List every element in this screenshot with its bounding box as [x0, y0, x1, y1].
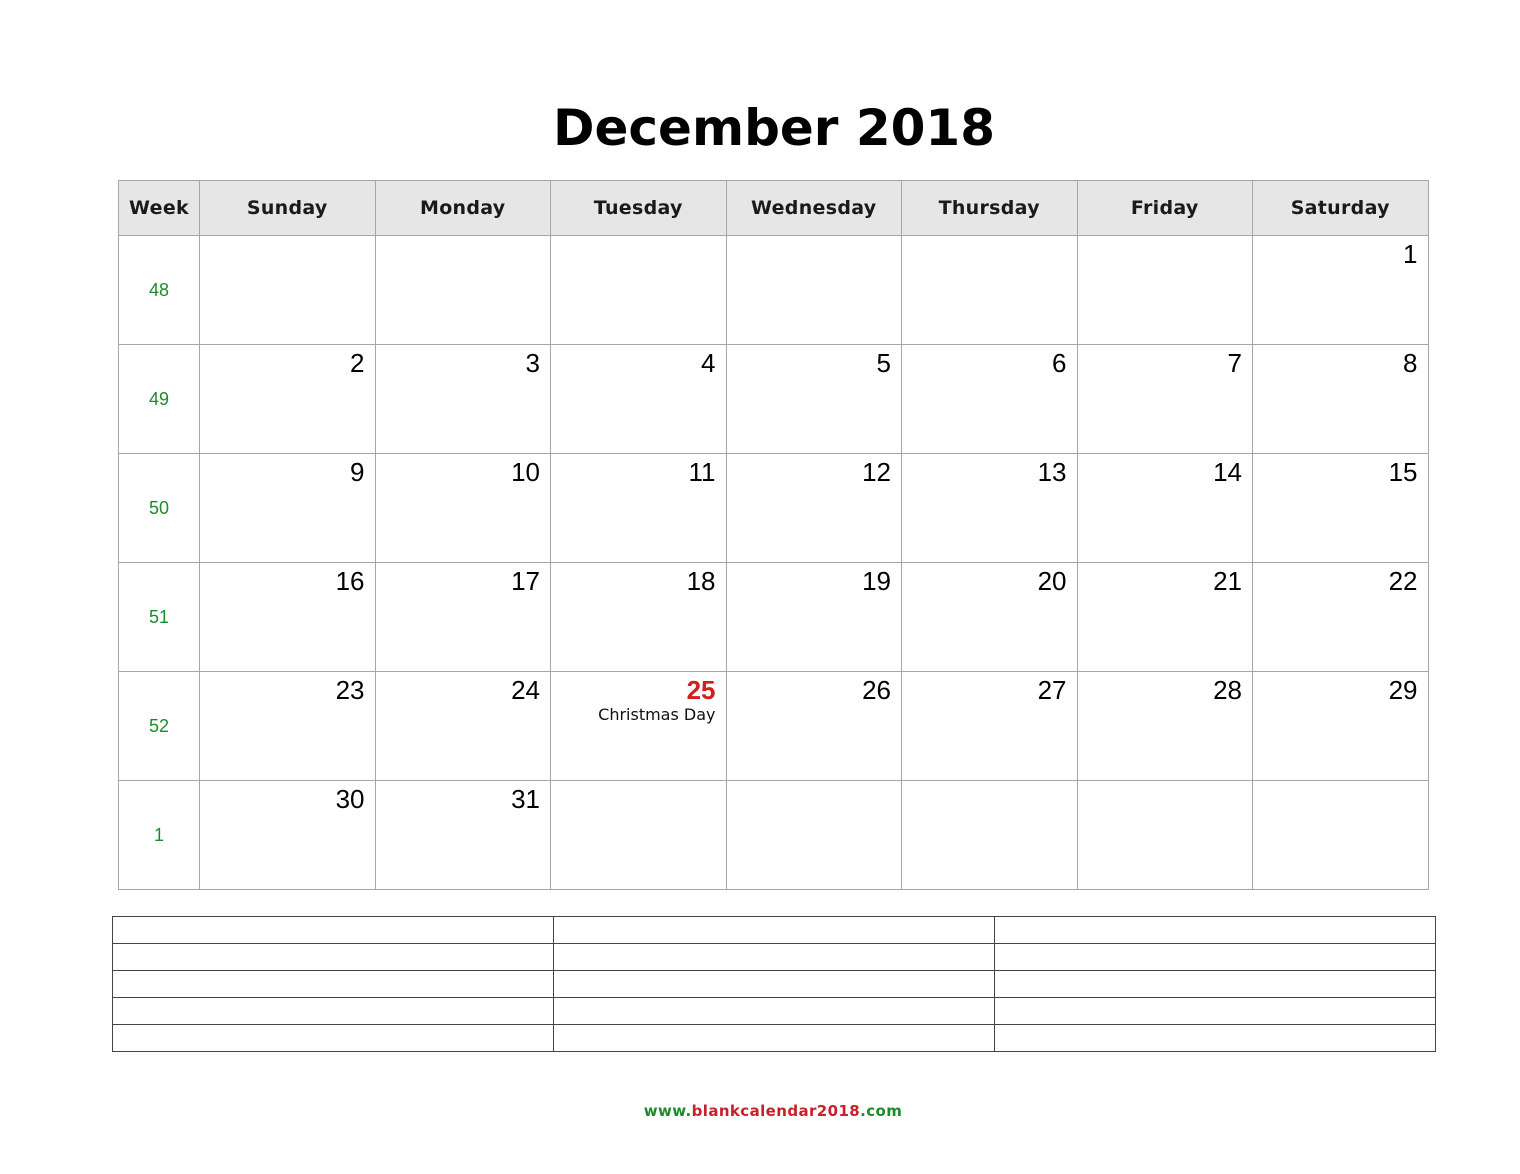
day-cell — [200, 345, 376, 454]
day-cell — [1077, 563, 1253, 672]
day-number: 8 — [1403, 348, 1418, 378]
day-number: 10 — [511, 457, 540, 487]
notes-cell[interactable] — [113, 971, 554, 998]
day-cell — [726, 454, 902, 563]
day-cell — [1253, 454, 1429, 563]
weekday-header-saturday: Saturday — [1253, 181, 1429, 236]
notes-row — [113, 998, 1436, 1025]
notes-cell[interactable] — [995, 944, 1436, 971]
day-number: 1 — [1403, 239, 1418, 269]
weekday-header-monday: Monday — [375, 181, 551, 236]
day-cell — [375, 672, 551, 781]
week-number: 52 — [119, 672, 200, 781]
day-number: 13 — [1037, 457, 1067, 487]
day-number: 5 — [876, 348, 891, 378]
weekday-header-friday: Friday — [1077, 181, 1253, 236]
calendar-grid — [118, 180, 1429, 890]
day-cell — [375, 454, 551, 563]
day-number: 23 — [335, 675, 365, 705]
notes-row — [113, 917, 1436, 944]
day-cell — [1077, 236, 1253, 345]
day-cell — [726, 345, 902, 454]
week-number: 51 — [119, 563, 200, 672]
notes-cell[interactable] — [995, 998, 1436, 1025]
day-number: 11 — [688, 457, 716, 487]
week-number: 1 — [119, 781, 200, 890]
day-number: 25 — [686, 675, 716, 705]
day-cell — [200, 236, 376, 345]
holiday-label: Christmas Day — [598, 705, 716, 724]
week-number: 49 — [119, 345, 200, 454]
notes-cell[interactable] — [554, 1025, 995, 1052]
day-number: 28 — [1213, 675, 1242, 705]
notes-cell[interactable] — [113, 1025, 554, 1052]
day-cell — [375, 563, 551, 672]
day-cell — [551, 781, 727, 890]
notes-cell[interactable] — [995, 971, 1436, 998]
week-row — [119, 563, 1429, 672]
day-number: 4 — [701, 348, 716, 378]
notes-grid — [112, 916, 1436, 1052]
day-cell — [726, 563, 902, 672]
weekday-header-thursday: Thursday — [902, 181, 1078, 236]
notes-cell[interactable] — [995, 917, 1436, 944]
week-number: 48 — [119, 236, 200, 345]
week-column-header: Week — [119, 181, 200, 236]
footer-url-prefix: www. — [643, 1102, 692, 1120]
notes-cell[interactable] — [554, 971, 995, 998]
day-cell — [200, 672, 376, 781]
notes-cell[interactable] — [113, 917, 554, 944]
day-cell — [200, 563, 376, 672]
notes-row — [113, 944, 1436, 971]
day-number: 9 — [350, 457, 365, 487]
notes-row — [113, 971, 1436, 998]
day-cell — [551, 454, 727, 563]
day-cell — [1077, 781, 1253, 890]
day-cell — [902, 563, 1078, 672]
day-cell — [1253, 236, 1429, 345]
day-number: 14 — [1213, 457, 1242, 487]
week-row — [119, 454, 1429, 563]
day-number: 27 — [1037, 675, 1067, 705]
week-number: 50 — [119, 454, 200, 563]
calendar-title: December 2018 — [553, 99, 995, 157]
notes-cell[interactable] — [554, 944, 995, 971]
day-cell — [551, 672, 727, 781]
notes-cell[interactable] — [113, 944, 554, 971]
footer-url-domain: blankcalendar2018 — [691, 1102, 861, 1120]
day-number: 26 — [862, 675, 891, 705]
day-cell — [1077, 454, 1253, 563]
day-number: 2 — [350, 348, 365, 378]
notes-cell[interactable] — [113, 998, 554, 1025]
day-number: 22 — [1388, 566, 1418, 596]
week-row — [119, 236, 1429, 345]
day-cell — [902, 236, 1078, 345]
day-number: 30 — [335, 784, 365, 814]
day-cell — [375, 781, 551, 890]
day-cell — [902, 781, 1078, 890]
notes-cell[interactable] — [554, 998, 995, 1025]
day-number: 21 — [1213, 566, 1242, 596]
notes-cell[interactable] — [554, 917, 995, 944]
day-number: 31 — [511, 784, 540, 814]
footer-url[interactable] — [0, 1102, 1520, 1120]
day-cell — [200, 454, 376, 563]
day-cell — [726, 672, 902, 781]
day-number: 7 — [1227, 348, 1242, 378]
notes-row — [113, 1025, 1436, 1052]
notes-cell[interactable] — [995, 1025, 1436, 1052]
day-number: 6 — [1052, 348, 1067, 378]
day-cell — [726, 236, 902, 345]
weekday-header-wednesday: Wednesday — [726, 181, 902, 236]
week-row — [119, 672, 1429, 781]
day-cell — [1253, 672, 1429, 781]
day-number: 18 — [686, 566, 716, 596]
day-cell — [902, 454, 1078, 563]
day-number: 12 — [862, 457, 891, 487]
day-cell — [551, 345, 727, 454]
footer-url-suffix: .com — [860, 1102, 903, 1120]
day-cell — [551, 236, 727, 345]
day-cell — [1253, 781, 1429, 890]
week-row — [119, 345, 1429, 454]
weekday-header-sunday: Sunday — [200, 181, 376, 236]
day-number: 24 — [511, 675, 540, 705]
day-number: 29 — [1388, 675, 1418, 705]
day-number: 3 — [525, 348, 540, 378]
day-number: 17 — [511, 566, 540, 596]
weekday-header-tuesday: Tuesday — [551, 181, 727, 236]
day-cell — [551, 563, 727, 672]
day-cell — [1077, 345, 1253, 454]
day-cell — [1077, 672, 1253, 781]
day-cell — [1253, 563, 1429, 672]
day-number: 16 — [335, 566, 365, 596]
day-cell — [1253, 345, 1429, 454]
day-number: 20 — [1037, 566, 1067, 596]
day-cell — [375, 236, 551, 345]
weekday-header-row — [119, 181, 1429, 236]
day-number: 19 — [862, 566, 891, 596]
day-number: 15 — [1388, 457, 1418, 487]
day-cell — [375, 345, 551, 454]
week-row — [119, 781, 1429, 890]
day-cell — [902, 672, 1078, 781]
day-cell — [200, 781, 376, 890]
day-cell — [902, 345, 1078, 454]
day-cell — [726, 781, 902, 890]
